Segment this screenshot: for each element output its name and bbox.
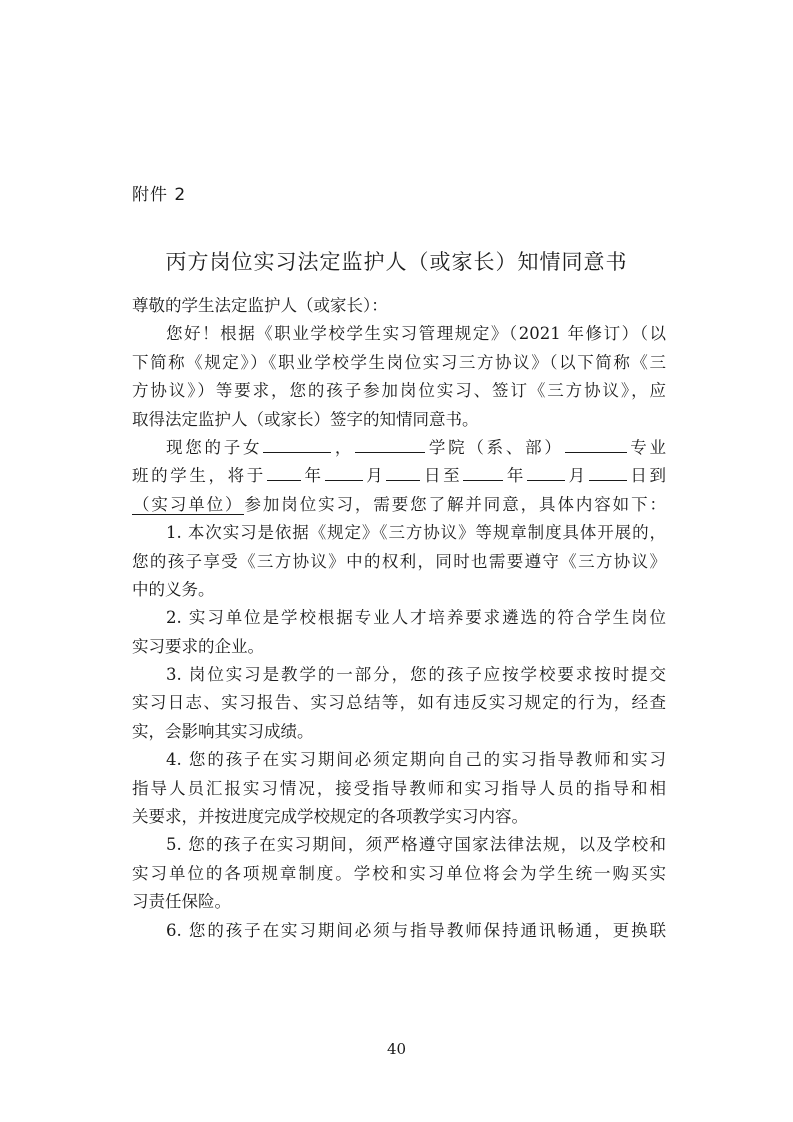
intro-line: 您好！根据《职业学校学生实习管理规定》（2021 年修订）（以 bbox=[166, 324, 666, 344]
internship-unit-field[interactable]: （实习单位） bbox=[133, 494, 244, 514]
start-day-blank[interactable] bbox=[386, 462, 420, 481]
end-year-blank[interactable] bbox=[463, 462, 503, 481]
end-day-blank[interactable] bbox=[589, 462, 627, 481]
item-line: 3. 岗位实习是教学的一部分，您的孩子应按学校要求按时提交 bbox=[166, 665, 666, 685]
item-line: 实习要求的企业。 bbox=[132, 636, 264, 656]
document-body bbox=[132, 292, 666, 945]
form-text: 班的学生，将于 bbox=[132, 466, 266, 486]
form-text: 月 bbox=[363, 466, 386, 486]
item-line: 实，会影响其实习成绩。 bbox=[132, 721, 314, 741]
attachment-label: 附件 2 bbox=[132, 185, 187, 205]
start-year-blank[interactable] bbox=[267, 462, 301, 481]
item-line: 5. 您的孩子在实习期间，须严格遵守国家法律法规，以及学校和 bbox=[166, 835, 666, 855]
intro-line: 方协议》）等要求，您的孩子参加岗位实习、签订《三方协议》，应 bbox=[132, 381, 666, 401]
form-line-unit bbox=[132, 491, 666, 519]
form-text: 年 bbox=[301, 466, 324, 486]
form-line-student bbox=[132, 434, 666, 462]
major-blank[interactable] bbox=[565, 434, 627, 453]
item-line: 实习单位的各项规章制度。学校和实习单位将会为学生统一购买实 bbox=[132, 863, 666, 883]
item-line: 6. 您的孩子在实习期间必须与指导教师保持通讯畅通，更换联 bbox=[166, 920, 666, 940]
college-blank[interactable] bbox=[355, 434, 425, 453]
item-line: 2. 实习单位是学校根据专业人才培养要求遴选的符合学生岗位 bbox=[166, 608, 666, 628]
page-number: 40 bbox=[386, 1040, 407, 1058]
intro-line: 取得法定监护人（或家长）签字的知情同意书。 bbox=[132, 409, 479, 429]
form-text: 月 bbox=[566, 466, 588, 486]
form-text: 学院（系、部） bbox=[426, 437, 564, 457]
form-line-dates bbox=[132, 462, 666, 490]
item-line: 指导人员汇报实习情况，接受指导教师和实习指导人员的指导和相 bbox=[132, 778, 666, 798]
document-title: 丙方岗位实习法定监护人（或家长）知情同意书 bbox=[165, 250, 628, 274]
student-name-blank[interactable] bbox=[263, 434, 331, 453]
item-line: 实习日志、实习报告、实习总结等，如有违反实习规定的行为，经查 bbox=[132, 693, 666, 713]
end-month-blank[interactable] bbox=[527, 462, 565, 481]
form-text: 年 bbox=[504, 466, 526, 486]
form-text: 日到 bbox=[627, 466, 666, 486]
item-line: 您的孩子享受《三方协议》中的权利，同时也需要遵守《三方协议》 bbox=[132, 551, 666, 571]
form-text: 专业 bbox=[627, 437, 666, 457]
item-line: 中的义务。 bbox=[132, 579, 215, 599]
salutation: 尊敬的学生法定监护人（或家长）： bbox=[132, 296, 388, 315]
form-text: ， bbox=[332, 437, 355, 457]
form-text: 现您的子女 bbox=[166, 437, 263, 457]
item-line: 1. 本次实习是依据《规定》《三方协议》等规章制度具体开展的， bbox=[166, 523, 666, 543]
intro-line: 下简称《规定》）《职业学校学生岗位实习三方协议》（以下简称《三 bbox=[132, 352, 666, 372]
item-line: 关要求，并按进度完成学校规定的各项教学实习内容。 bbox=[132, 807, 528, 827]
start-month-blank[interactable] bbox=[325, 462, 363, 481]
item-line: 习责任保险。 bbox=[132, 892, 231, 912]
item-line: 4. 您的孩子在实习期间必须定期向自己的实习指导教师和实习 bbox=[166, 750, 666, 770]
form-text: 日至 bbox=[421, 466, 463, 486]
form-text: 参加岗位实习，需要您了解并同意，具体内容如下： bbox=[244, 494, 666, 514]
